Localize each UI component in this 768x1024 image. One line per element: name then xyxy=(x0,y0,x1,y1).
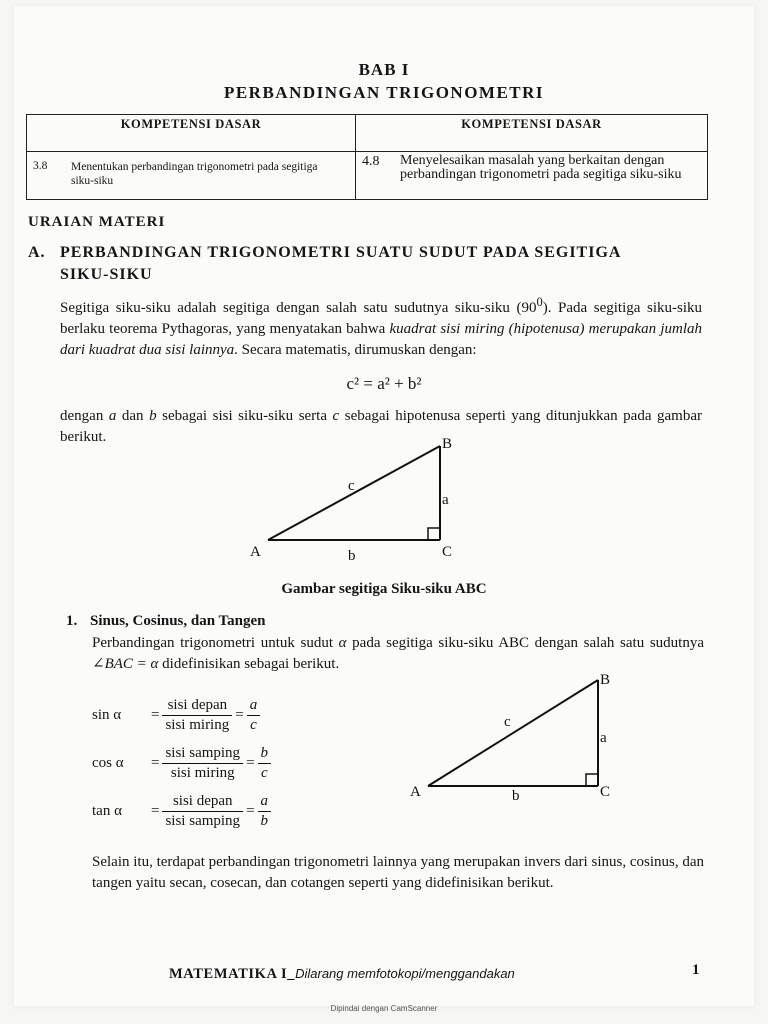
paragraph-inverse: Selain itu, terdapat perbandingan trigonometri lainnya yang merupakan invers dari sinus, cosinus, dan tangen yaitu secan, cosecan, dan cotangen seperti yang didefinisikan berikut. xyxy=(92,854,704,891)
footer-note: Dilarang memfotokopi/menggandakan xyxy=(295,966,515,981)
para1-sup: 0 xyxy=(536,295,543,309)
cos-formula: cos α = $\frac{\text{sisi samping}}{\text{sisi miring}}$ = $\frac{b}{c}$ xyxy=(92,744,271,783)
triangle1-label-B: B xyxy=(442,436,453,452)
triangle2-label-a: a xyxy=(600,730,607,746)
tan-formula: tan α = $\frac{\text{sisi depan}}{\text{sisi samping}}$ = $\frac{a}{b}$ xyxy=(92,792,271,831)
kd-code-4-8: 4.8 xyxy=(362,154,380,169)
kd-item-4-8 xyxy=(356,152,708,200)
triangle-figure-2 xyxy=(394,666,634,806)
cos-symbol-num: b xyxy=(258,744,272,764)
tan-symbol-den: b xyxy=(260,813,269,829)
footer-title: MATEMATIKA I_ xyxy=(169,966,296,982)
kd-header-left: KOMPETENSI DASAR xyxy=(27,115,356,152)
para2-b: b xyxy=(149,408,157,424)
scanner-watermark: Dipindai dengan CamScanner xyxy=(330,1004,438,1013)
cos-denominator: sisi miring xyxy=(170,765,235,781)
para1-italic: kuadrat sisi miring (hipotenusa) merupakan jumlah dari kuadrat dua sisi lainnya xyxy=(60,321,702,358)
chapter-label: BAB I xyxy=(358,60,410,79)
document-page xyxy=(14,6,754,1006)
triangle2-label-C: C xyxy=(600,784,611,800)
kd-code-3-8: 3.8 xyxy=(33,160,48,172)
triangle2-label-c: c xyxy=(504,714,511,730)
triangle2-label-B: B xyxy=(600,672,611,688)
cos-symbol-fraction xyxy=(258,744,272,783)
paragraph-pythagoras xyxy=(60,292,702,361)
para2-t1: dengan xyxy=(60,408,109,424)
subheading-1-title: Sinus, Cosinus, dan Tangen xyxy=(90,613,266,629)
para3-t1: Perbandingan trigonometri untuk sudut xyxy=(92,635,339,651)
triangle2-right-angle-mark xyxy=(586,774,598,786)
para2-t2: dan xyxy=(116,408,150,424)
triangle1-label-b: b xyxy=(348,548,356,564)
para1-part1: Segitiga siku-siku adalah segitiga dengan salah satu sudutnya siku-siku (90 xyxy=(60,300,537,316)
tan-word-fraction xyxy=(162,792,243,831)
kd-item-3-8 xyxy=(27,152,356,200)
para2-c: c xyxy=(332,408,340,424)
subheading-1-number: 1. xyxy=(66,613,78,629)
cos-label: cos α xyxy=(92,755,124,771)
tan-denominator: sisi samping xyxy=(165,813,241,829)
triangle-figure-1 xyxy=(244,430,484,570)
sin-word-fraction xyxy=(162,696,232,735)
sin-symbol-den: c xyxy=(250,717,257,733)
tan-symbol-fraction xyxy=(258,792,272,831)
heading-a-line2: SIKU-SIKU xyxy=(60,266,153,283)
para3-angle: ∠BAC = α xyxy=(92,656,159,672)
tan-numerator: sisi depan xyxy=(162,792,243,812)
chapter-title: PERBANDINGAN TRIGONOMETRI xyxy=(223,83,545,102)
page-footer xyxy=(169,966,515,983)
para3-t2: pada segitiga siku-siku ABC dengan salah satu sudutnya xyxy=(346,635,705,651)
kd-text-4-8: Menyelesaikan masalah yang berkaitan dengan perbandingan trigonometri pada segitiga siku-siku xyxy=(400,153,682,182)
page-number: 1 xyxy=(692,962,700,978)
cos-symbol-den: c xyxy=(260,765,268,781)
figure-caption: Gambar segitiga Siku-siku ABC xyxy=(281,581,487,597)
triangle1-label-A: A xyxy=(250,544,261,560)
heading-a-line1 xyxy=(28,244,718,262)
pythagoras-formula: c² = a² + b² xyxy=(346,374,422,393)
para2-t4: sebagai hipotenusa seperti yang ditunjukkan pada gambar berikut. xyxy=(60,408,702,445)
sin-numerator: sisi depan xyxy=(162,696,232,716)
sin-symbol-fraction xyxy=(247,696,261,735)
sin-denominator: sisi miring xyxy=(165,717,230,733)
triangle1-label-C: C xyxy=(442,544,453,560)
cos-word-fraction xyxy=(162,744,243,783)
triangle2-label-A: A xyxy=(410,784,421,800)
tan-symbol-num: a xyxy=(258,792,272,812)
para2-t3: sebagai sisi siku-siku serta xyxy=(156,408,333,424)
heading-a-letter: A. xyxy=(28,244,46,261)
kd-text-3-8: Menentukan perbandingan trigonometri pada segitiga siku-siku xyxy=(71,161,318,187)
para2-a: a xyxy=(108,408,117,424)
sin-symbol-num: a xyxy=(247,696,261,716)
para1-part3: . Secara matematis, dirumuskan dengan: xyxy=(234,342,477,358)
triangle1-label-c: c xyxy=(348,478,355,494)
triangle2-label-b: b xyxy=(512,788,520,804)
triangle1-label-a: a xyxy=(442,492,449,508)
heading-a-text: PERBANDINGAN TRIGONOMETRI SUATU SUDUT PADA SEGITIGA xyxy=(60,244,622,261)
para1-part2: ). Pada segitiga siku-siku berlaku teorema Pythagoras, yang menyatakan bahwa xyxy=(60,300,702,337)
para3-t3: didefinisikan sebagai berikut. xyxy=(158,656,340,672)
subheading-1 xyxy=(66,613,266,630)
triangle1-right-angle-mark xyxy=(428,528,440,540)
cos-numerator: sisi samping xyxy=(162,744,243,764)
para3-alpha: α xyxy=(338,635,347,651)
triangle2-side-c xyxy=(428,680,598,786)
kd-header-right: KOMPETENSI DASAR xyxy=(356,115,708,152)
section-heading: URAIAN MATERI xyxy=(28,214,166,230)
kompetensi-dasar-table xyxy=(26,114,708,200)
tan-label: tan α xyxy=(92,803,122,819)
sin-formula: sin α = $\frac{\text{sisi depan}}{\text{sisi miring}}$ = $\frac{a}{c}$ xyxy=(92,696,260,735)
sin-label: sin α xyxy=(92,707,122,723)
